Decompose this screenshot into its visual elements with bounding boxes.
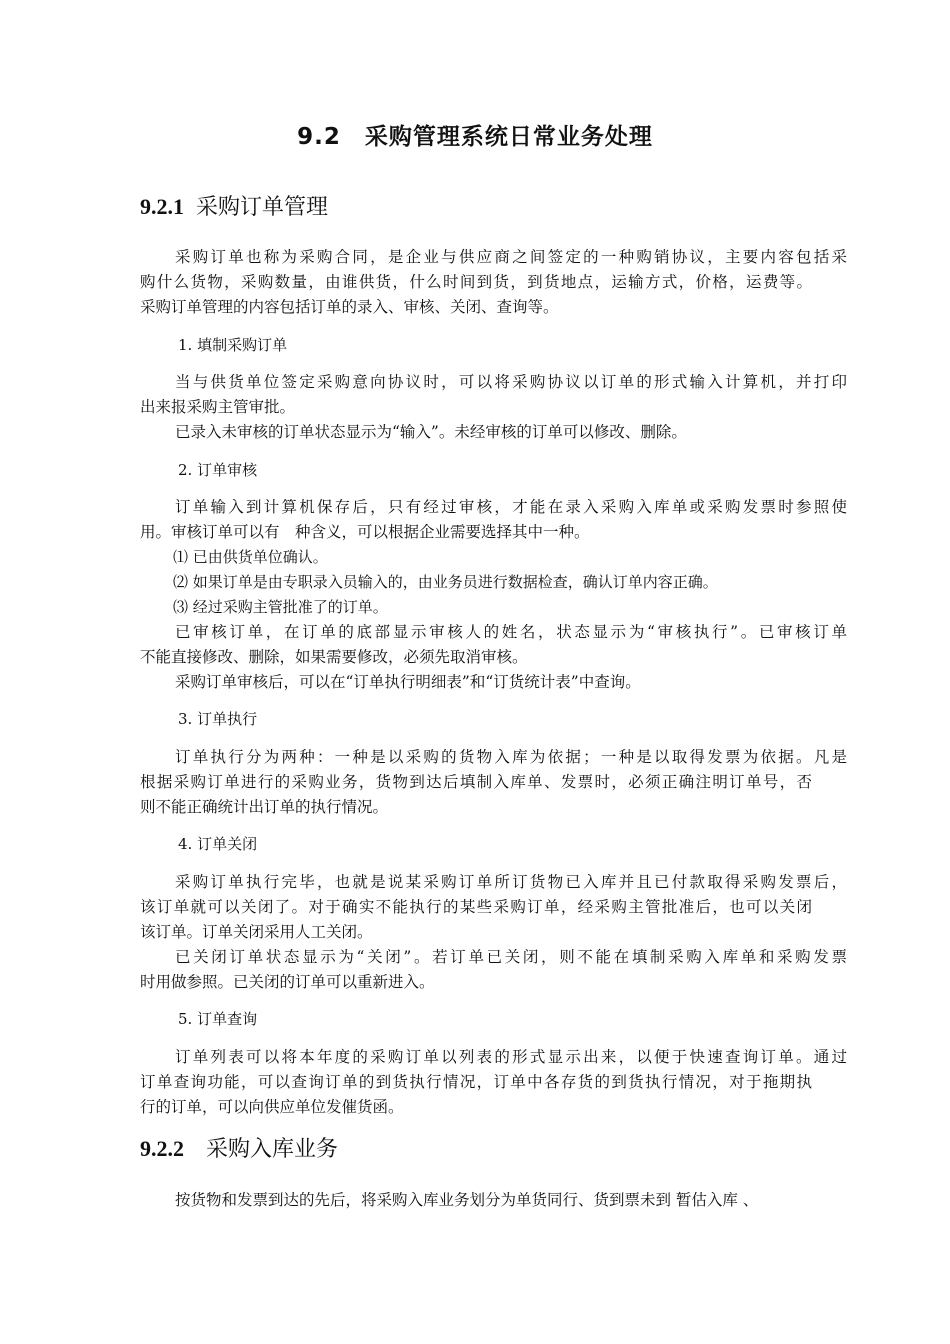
paragraph-line: 订单输入到计算机保存后，只有经过审核，才能在录入采购入库单或采购发票时参照使 <box>175 498 847 516</box>
subsection-number: 9.2.2 <box>140 1136 184 1161</box>
list-heading: 2. 订单审核 <box>178 461 258 479</box>
paragraph-line: 当与供货单位签定采购意向协议时，可以将采购协议以订单的形式输入计算机，并打印 <box>175 373 847 391</box>
paragraph-line: 用。审核订单可以有 种含义，可以根据企业需要选择其中一种。 <box>140 523 590 541</box>
subsection-title: 采购入库业务 <box>206 1137 339 1162</box>
section-title-text: 采购管理系统日常业务处理 <box>364 124 653 150</box>
list-heading: 3. 订单执行 <box>178 710 258 728</box>
paragraph-line: 该订单。订单关闭采用人工关闭。 <box>140 923 373 941</box>
paragraph-line: 采购订单管理的内容包括订单的录入、审核、关闭、查询等。 <box>140 298 559 316</box>
paragraph-line: 已录入未审核的订单状态显示为“输入”。未经审核的订单可以修改、删除。 <box>175 423 687 441</box>
paragraph-line: 已审核订单，在订单的底部显示审核人的姓名，状态显示为“审核执行”。已审核订单 <box>175 623 847 641</box>
paragraph-line: 订单执行分为两种：一种是以采购的货物入库为依据；一种是以取得发票为依据。凡是 <box>175 748 847 766</box>
subsection-number: 9.2.1 <box>140 194 184 219</box>
paragraph-line: 按货物和发票到达的先后，将采购入库业务划分为单货同行、货到票未到 暂估入库 、 <box>175 1191 759 1209</box>
paragraph-line: 时用做参照。已关闭的订单可以重新进入。 <box>140 973 435 991</box>
subsection-heading-9-2-1 <box>140 190 328 221</box>
paragraph-line: 出来报采购主管审批。 <box>140 398 296 416</box>
sub-item: ⑴ 已由供货单位确认。 <box>173 548 328 566</box>
sub-item: ⑵ 如果订单是由专职录入员输入的，由业务员进行数据检查，确认订单内容正确。 <box>173 573 718 591</box>
section-number: 9.2 <box>297 124 341 150</box>
paragraph-line: 购什么货物，采购数量，由谁供货，什么时间到货，到货地点，运输方式，价格，运费等。 <box>140 273 812 291</box>
subsection-title: 采购订单管理 <box>196 195 329 220</box>
list-heading: 5. 订单查询 <box>178 1010 258 1028</box>
paragraph-line: 行的订单，可以向供应单位发催货函。 <box>140 1098 404 1116</box>
paragraph-line: 采购订单执行完毕，也就是说某采购订单所订货物已入库并且已付款取得采购发票后， <box>175 873 847 891</box>
paragraph-line: 订单查询功能，可以查询订单的到货执行情况，订单中各存货的到货执行情况，对于拖期执 <box>140 1073 812 1091</box>
paragraph-line: 则不能正确统计出订单的执行情况。 <box>140 798 389 816</box>
paragraph-line: 订单列表可以将本年度的采购订单以列表的形式显示出来，以便于快速查询订单。通过 <box>175 1048 847 1066</box>
list-heading: 1. 填制采购订单 <box>178 336 288 354</box>
list-heading: 4. 订单关闭 <box>178 835 258 853</box>
section-title <box>0 118 950 151</box>
subsection-heading-9-2-2 <box>140 1132 338 1163</box>
paragraph-line: 不能直接修改、删除，如果需要修改，必须先取消审核。 <box>140 648 528 666</box>
paragraph-line: 根据采购订单进行的采购业务，货物到达后填制入库单、发票时，必须正确注明订单号，否 <box>140 773 812 791</box>
paragraph-line: 采购订单审核后，可以在“订单执行明细表”和“订货统计表”中查询。 <box>175 673 641 691</box>
paragraph-line: 该订单就可以关闭了。对于确实不能执行的某些采购订单，经采购主管批准后，也可以关闭 <box>140 898 812 916</box>
sub-item: ⑶ 经过采购主管批准了的订单。 <box>173 598 388 616</box>
paragraph-line: 采购订单也称为采购合同，是企业与供应商之间签定的一种购销协议，主要内容包括采 <box>175 248 847 266</box>
paragraph-line: 已关闭订单状态显示为“关闭”。若订单已关闭，则不能在填制采购入库单和采购发票 <box>175 948 847 966</box>
